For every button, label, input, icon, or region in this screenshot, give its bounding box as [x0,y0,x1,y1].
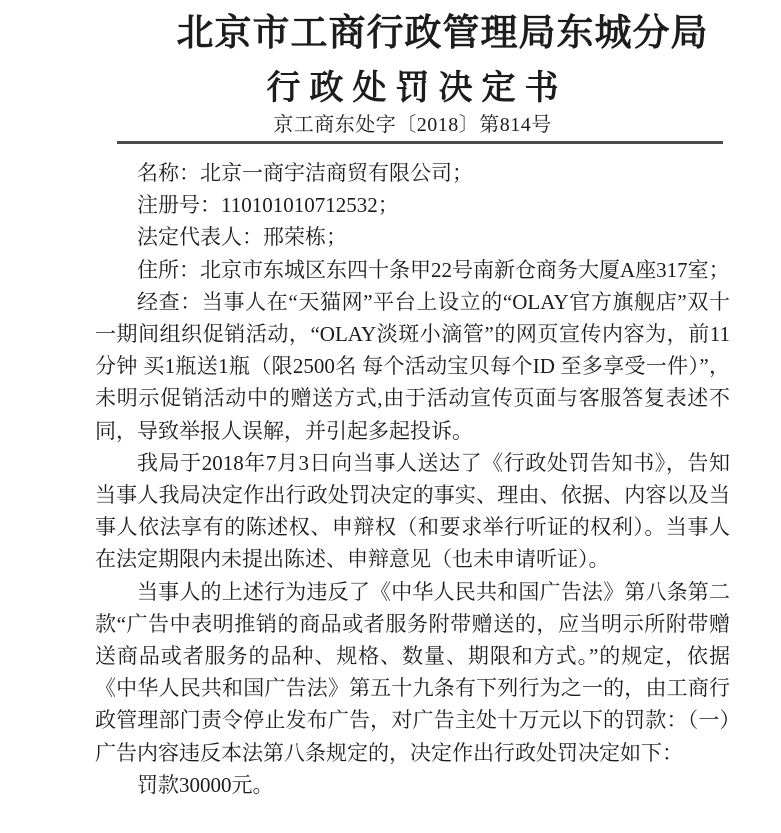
paragraph-penalty-amount: 罚款30000元。 [137,772,274,797]
paragraph-notification-of-penalty: 我局于2018年7月3日向当事人送达了《行政处罚告知书》，告知当事人我局决定作出行政处罚决定的事实、理由、依据、内容以及当事人依法享有的陈述权、申辩权（和要求举行听证的权利）。当事人在法定期限内未提出陈述、申辩意见（也未申请听证）。 [95,450,730,572]
header-divider [117,141,723,144]
field-registration-number: 注册号：110101010712532； [137,193,399,218]
paragraph-investigation-findings: 经查：当事人在“天猫网”平台上设立的“OLAY官方旗舰店”双十一期间组织促销活动，“OLAY淡斑小滴管”的网页宣传内容为，前11分钟 买1瓶送1瓶（限2500名 每个活动宝贝每个ID 至多享受一件）”，未明示促销活动中的赠送方式,由于活动宣传页面与客服答复表述不同，导致举报人误解，并引起多起投诉。 [95,289,730,443]
document-body [95,157,730,801]
issuing-authority-title: 北京市工商行政管理局东城分局 [176,13,709,54]
paragraph-legal-basis: 当事人的上述行为违反了《中华人民共和国广告法》第八条第二款“广告中表明推销的商品或者服务附带赠送的，应当明示所附带赠送商品或者服务的品种、规格、数量、期限和方式。”的规定，依据《中华人民共和国广告法》第五十九条有下列行为之一的，由工商行政管理部门责令停止发布广告，对广告主处十万元以下的罚款：（一）广告内容违反本法第八条规定的，决定作出行政处罚决定如下： [95,579,730,765]
document-title: 行政处罚决定书 [266,70,568,107]
document-header [95,10,730,138]
field-company-name: 名称：北京一商宇洁商贸有限公司； [137,161,473,185]
field-legal-representative: 法定代表人：邢荣栋； [137,225,347,250]
field-address: 住所：北京市东城区东四十条甲22号南新仓商务大厦A座317室； [137,257,730,282]
document-number: 京工商东处字〔2018〕第814号 [273,114,552,136]
